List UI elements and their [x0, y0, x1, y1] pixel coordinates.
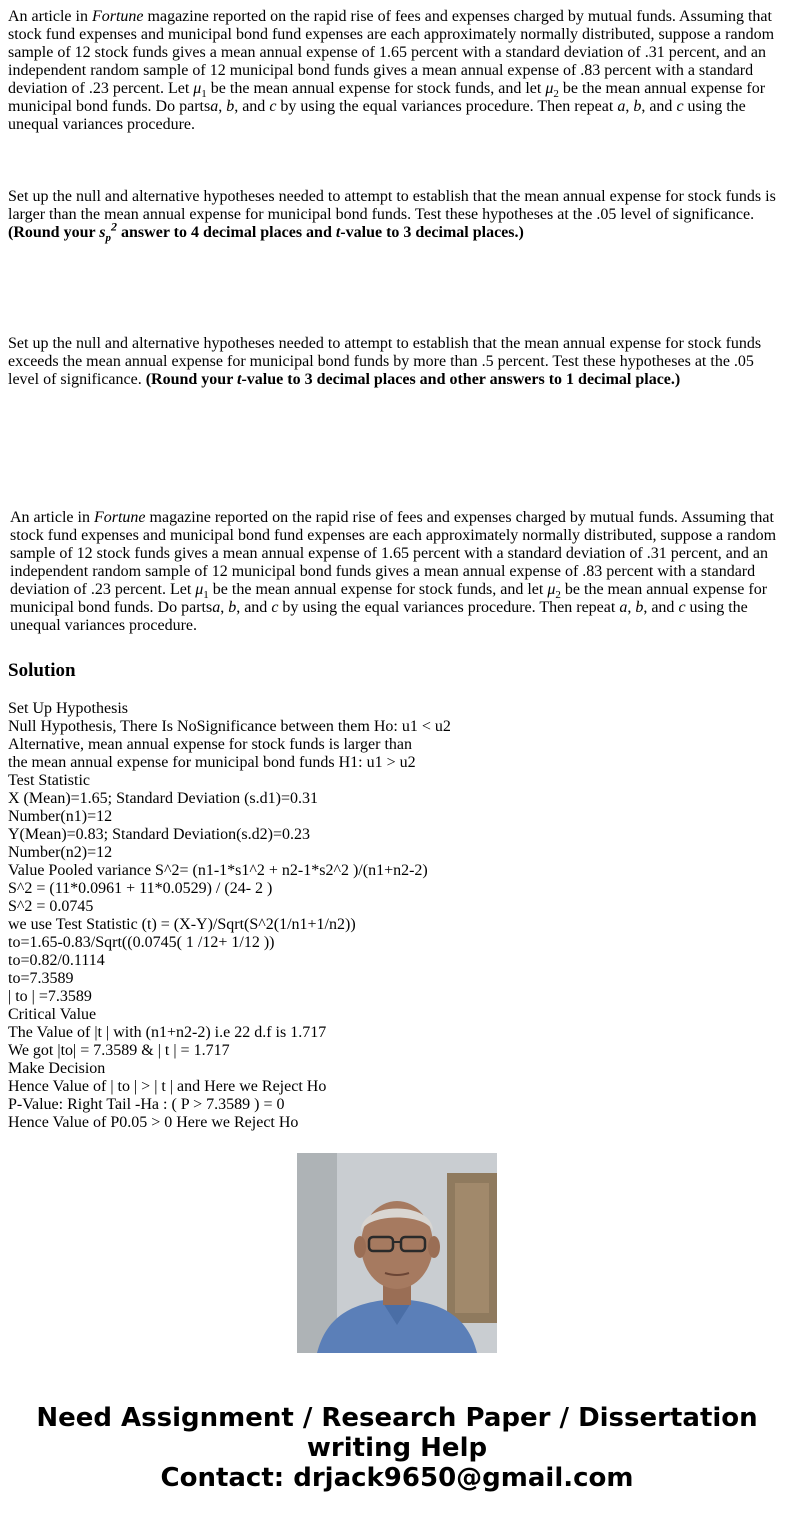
question-text: An article in Fortune magazine reported on the rapid rise of fees and expenses charged by mutual funds. Assuming that stock fund expenses and municipal bond fund expenses are each approximately normally distributed, suppose a random sample of 12 stock funds gives a mean annual expense of 1.65 percent with a standard deviation of .31 percent, and an independent random sample of 12 municipal bond funds gives a mean annual expense of .83 percent with a standard deviation of .23 percent. Let $\mu_1$ be the mean annual expense for stock funds, and let $\mu_2$ be the mean annual expense for municipal bond funds. Do partsa, b, and c by using the equal variances procedure. Then repeat a, b, and c using the unequal variances procedure. — [8, 8, 775, 133]
solution-line: Hence Value of P0.05 > 0 Here we Reject Ho — [8, 1114, 299, 1131]
solution-line: P-Value: Right Tail -Ha : ( P > 7.3589 ) = 0 — [8, 1096, 285, 1113]
solution-line: | to | =7.3589 — [8, 988, 92, 1005]
solution-line: Test Statistic — [8, 772, 90, 789]
promo-line: writing Help — [306, 1433, 488, 1463]
solution-line: Hence Value of | to | > | t | and Here we Reject Ho — [8, 1078, 327, 1095]
solution-line: Critical Value — [8, 1006, 97, 1023]
solution-line: X (Mean)=1.65; Standard Deviation (s.d1)=0.31 — [8, 790, 318, 807]
solution-line: we use Test Statistic (t) = (X-Y)/Sqrt(S^2(1/n1+1/n2)) — [8, 916, 356, 933]
solution-line: to=1.65-0.83/Sqrt((0.0745( 1 /12+ 1/12 )) — [8, 934, 275, 951]
solution-line: Value Pooled variance S^2= (n1-1*s1^2 + n2-1*s2^2 )/(n1+n2-2) — [8, 862, 428, 879]
solution-line: Alternative, mean annual expense for stock funds is larger than — [8, 736, 413, 753]
promo-line: Need Assignment / Research Paper / Dissertation — [36, 1403, 758, 1433]
solution-line: S^2 = (11*0.0961 + 11*0.0529) / (24- 2 ) — [8, 880, 273, 897]
solution-line: Y(Mean)=0.83; Standard Deviation(s.d2)=0.23 — [8, 826, 310, 843]
solution-line: Null Hypothesis, There Is NoSignificance between them Ho: u1 < u2 — [8, 718, 451, 735]
part-b-rounding-note: (Round your t-value to 3 decimal places and other answers to 1 decimal place.) — [145, 371, 681, 388]
author-portrait — [297, 1153, 497, 1353]
solution-line: Number(n1)=12 — [8, 808, 113, 825]
solution-line: The Value of |t | with (n1+n2-2) i.e 22 d.f is 1.717 — [8, 1024, 327, 1041]
solution-line: the mean annual expense for municipal bond funds H1: u1 > u2 — [8, 754, 416, 771]
promo-banner — [0, 1403, 794, 1493]
solution-line: Number(n2)=12 — [8, 844, 113, 861]
solution-line: to=7.3589 — [8, 970, 74, 987]
question-text-repeat: An article in Fortune magazine reported on the rapid rise of fees and expenses charged by mutual funds. Assuming that stock fund expenses and municipal bond fund expenses are each approximately normally distributed, suppose a random sample of 12 stock funds gives a mean annual expense of 1.65 percent with a standard deviation of .31 percent, and an independent random sample of 12 municipal bond funds gives a mean annual expense of .83 percent with a standard deviation of .23 percent. Let $\mu_1$ be the mean annual expense for stock funds, and let $\mu_2$ be the mean annual expense for municipal bond funds. Do partsa, b, and c by using the equal variances procedure. Then repeat a, b, and c using the unequal variances procedure. — [10, 509, 777, 634]
avatar — [297, 1153, 497, 1353]
part-a-rounding-note: (Round your $s_p^2$ answer to 4 decimal places and t-value to 3 decimal places.) — [8, 219, 524, 244]
solution-body — [8, 700, 786, 1131]
solution-line: to=0.82/0.1114 — [8, 952, 105, 969]
part-a-text: Set up the null and alternative hypotheses needed to attempt to establish that the mean annual expense for stock funds is larger than the mean annual expense for municipal bond funds. Test these hypotheses at the .05 level of significance. (Round your $s_p^2$ answer to 4 decimal places and t-value to 3 decimal places.) — [8, 188, 776, 244]
part-b-text: Set up the null and alternative hypotheses needed to attempt to establish that the mean annual expense for stock funds exceeds the mean annual expense for municipal bond funds by more than .5 percent. Test these hypotheses at the .05 level of significance. (Round your t-value to 3 decimal places and other answers to 1 decimal place.) — [8, 335, 762, 388]
solution-line: We got |to| = 7.3589 & | t | = 1.717 — [8, 1042, 230, 1059]
solution-line: Set Up Hypothesis — [8, 700, 128, 717]
solution-line: S^2 = 0.0745 — [8, 898, 94, 915]
contact-email: Contact: drjack9650@gmail.com — [160, 1463, 634, 1493]
solution-line: Make Decision — [8, 1060, 106, 1077]
solution-heading: Solution — [8, 660, 76, 681]
